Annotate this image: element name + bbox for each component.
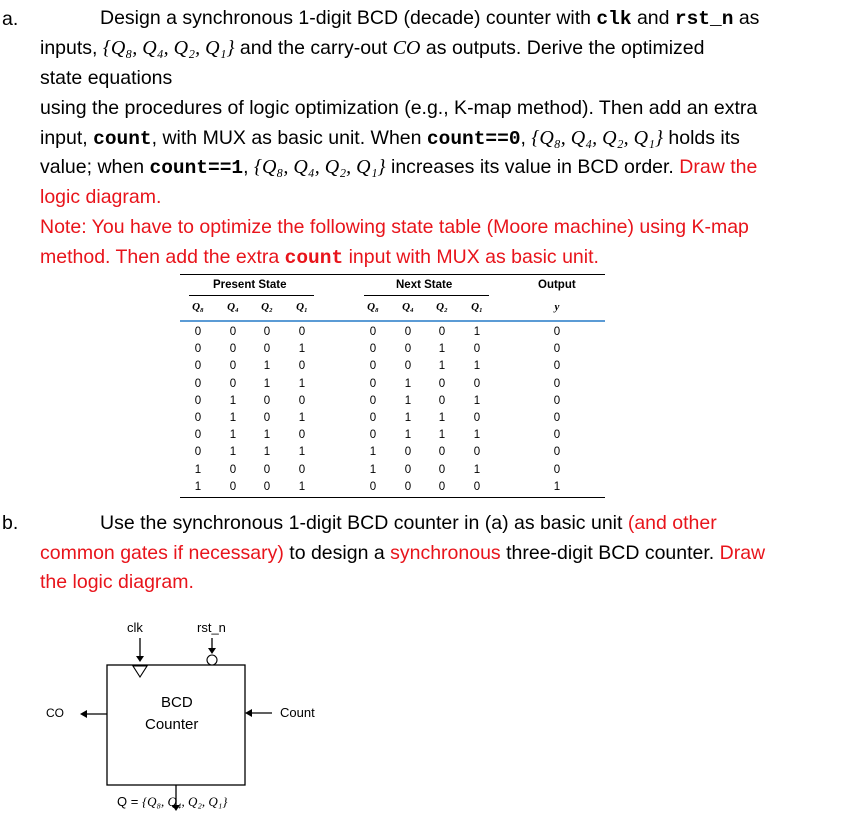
present-cell: 1 xyxy=(229,429,237,442)
present-cell: 1 xyxy=(229,446,237,459)
next-cell: 1 xyxy=(473,429,481,442)
text: input with MUX as basic unit. xyxy=(343,246,599,268)
next-cell: 1 xyxy=(473,326,481,338)
next-cell: 0 xyxy=(438,463,446,476)
next-cell: 0 xyxy=(369,326,377,338)
text: inputs, xyxy=(40,37,103,59)
next-col-header: Q₄ xyxy=(402,301,414,313)
next-cell: 0 xyxy=(473,446,481,459)
present-cell: 1 xyxy=(263,360,271,373)
part-a-line-7: logic diagram. xyxy=(40,186,162,208)
present-cell: 1 xyxy=(263,429,271,442)
next-cell: 0 xyxy=(438,377,446,390)
text: Design a synchronous 1-digit BCD (decade) counter with xyxy=(100,7,597,29)
output-cell: 0 xyxy=(553,394,561,407)
present-cell: 0 xyxy=(263,463,271,476)
next-cell: 1 xyxy=(404,377,412,390)
count-arrowhead xyxy=(245,709,252,717)
present-col-header: Q₈ xyxy=(192,301,204,313)
state-set: {Q₈, Q₄, Q₂, Q₁} xyxy=(253,156,386,178)
next-cell: 1 xyxy=(438,360,446,373)
present-cell: 0 xyxy=(194,394,202,407)
next-col-header: Q₈ xyxy=(367,301,379,313)
part-a-line-4: using the procedures of logic optimization (e.g., K-map method). Then add an extra xyxy=(40,97,758,119)
present-cell: 0 xyxy=(229,343,237,356)
output-cell: 0 xyxy=(553,412,561,424)
next-col-header: Q₁ xyxy=(471,301,483,313)
note-line-1: Note: You have to optimize the following state table (Moore machine) using K-map xyxy=(40,216,749,238)
count-code: count xyxy=(284,247,344,269)
present-cell: 1 xyxy=(298,480,306,493)
present-cell: 1 xyxy=(263,446,271,459)
next-cell: 1 xyxy=(473,394,481,407)
red-instruction: (and other xyxy=(627,512,717,534)
next-cell: 1 xyxy=(369,463,377,476)
output-cell: 0 xyxy=(553,343,561,356)
output-cell: 0 xyxy=(553,463,561,476)
next-state-header: Next State xyxy=(396,279,453,291)
next-cell: 1 xyxy=(438,412,446,424)
present-cell: 0 xyxy=(298,326,306,338)
present-cell: 0 xyxy=(194,446,202,459)
next-cell: 1 xyxy=(438,343,446,356)
count-code: count xyxy=(93,128,152,150)
present-cell: 0 xyxy=(194,326,202,338)
count-eq-0-code: count==0 xyxy=(426,128,521,150)
present-cell: 1 xyxy=(194,463,202,476)
count-eq-1-code: count==1 xyxy=(149,157,244,179)
present-cell: 0 xyxy=(194,429,202,442)
text: three-digit BCD counter. xyxy=(500,542,720,564)
next-cell: 0 xyxy=(369,394,377,407)
co-math: CO xyxy=(392,37,421,59)
next-cell: 0 xyxy=(473,412,481,424)
present-cell: 0 xyxy=(194,412,202,424)
present-cell: 1 xyxy=(194,480,202,493)
present-cell: 1 xyxy=(229,394,237,407)
part-a-marker: a. xyxy=(2,8,19,30)
next-cell: 0 xyxy=(404,463,412,476)
next-cell: 0 xyxy=(369,360,377,373)
next-cell: 0 xyxy=(369,377,377,390)
output-cell: 0 xyxy=(553,429,561,442)
red-instruction: Draw xyxy=(719,542,766,564)
next-cell: 1 xyxy=(473,360,481,373)
present-cell: 0 xyxy=(298,394,306,407)
next-cell: 0 xyxy=(369,343,377,356)
output-cell: 0 xyxy=(553,446,561,459)
text: as outputs. Derive the optimized xyxy=(420,37,705,59)
block-title-line-1: BCD xyxy=(161,694,193,711)
present-state-header: Present State xyxy=(213,279,287,291)
next-cell: 0 xyxy=(404,343,412,356)
present-cell: 1 xyxy=(229,412,237,424)
text: and the carry-out xyxy=(234,37,393,59)
next-col-header: Q₂ xyxy=(436,301,448,313)
next-cell: 1 xyxy=(369,446,377,459)
next-cell: 0 xyxy=(369,480,377,493)
present-cell: 1 xyxy=(263,377,271,390)
present-cell: 0 xyxy=(229,377,237,390)
next-cell: 0 xyxy=(404,446,412,459)
next-cell: 0 xyxy=(369,429,377,442)
text: increases its value in BCD order. xyxy=(385,156,680,178)
present-cell: 0 xyxy=(263,394,271,407)
next-cell: 1 xyxy=(404,394,412,407)
next-cell: 0 xyxy=(438,480,446,493)
clock-triangle-icon xyxy=(133,666,147,677)
co-label: CO xyxy=(46,706,64,720)
inversion-bubble-icon xyxy=(207,655,217,665)
part-b-line-3: the logic diagram. xyxy=(40,571,194,593)
output-cell: 0 xyxy=(553,326,561,338)
next-cell: 0 xyxy=(369,412,377,424)
present-cell: 0 xyxy=(263,480,271,493)
clk-label: clk xyxy=(127,620,143,635)
output-cell: 0 xyxy=(553,360,561,373)
rst-arrowhead xyxy=(208,648,216,654)
present-cell: 0 xyxy=(298,463,306,476)
present-col-header: Q₂ xyxy=(261,301,273,313)
text: and xyxy=(631,7,675,29)
q-set: {Q₈, Q₄, Q₂, Q₁} xyxy=(141,794,228,809)
next-cell: 1 xyxy=(404,429,412,442)
red-instruction: synchronous xyxy=(390,542,501,564)
clk-arrowhead xyxy=(136,656,144,662)
text: as xyxy=(733,7,760,29)
block-title-line-2: Counter xyxy=(145,716,199,733)
output-cell: 1 xyxy=(553,480,561,493)
present-cell: 1 xyxy=(298,412,306,424)
rst-code: rst_n xyxy=(674,8,734,30)
present-col-header: Q₁ xyxy=(296,301,308,313)
output-cell: 0 xyxy=(553,377,561,390)
next-cell: 1 xyxy=(404,412,412,424)
present-cell: 1 xyxy=(298,343,306,356)
present-cell: 0 xyxy=(298,360,306,373)
text: method. Then add the extra xyxy=(40,246,285,268)
text: input, xyxy=(40,127,94,149)
text: holds its xyxy=(662,127,740,149)
text: Q = xyxy=(117,794,142,809)
present-cell: 0 xyxy=(298,429,306,442)
present-cell: 0 xyxy=(263,326,271,338)
next-cell: 0 xyxy=(404,326,412,338)
next-cell: 0 xyxy=(404,360,412,373)
present-cell: 0 xyxy=(194,360,202,373)
state-set: {Q₈, Q₄, Q₂, Q₁} xyxy=(531,127,663,149)
rst-n-label: rst_n xyxy=(197,620,226,635)
present-cell: 0 xyxy=(229,480,237,493)
q-label xyxy=(117,794,227,810)
next-cell: 0 xyxy=(438,326,446,338)
present-col-header: Q₄ xyxy=(227,301,239,313)
present-cell: 0 xyxy=(194,377,202,390)
next-cell: 0 xyxy=(473,343,481,356)
next-cell: 0 xyxy=(473,480,481,493)
text: value; when xyxy=(40,156,150,178)
next-cell: 1 xyxy=(473,463,481,476)
output-header: Output xyxy=(538,279,576,291)
count-label: Count xyxy=(280,705,315,720)
present-cell: 1 xyxy=(298,446,306,459)
present-cell: 0 xyxy=(263,412,271,424)
present-cell: 0 xyxy=(229,326,237,338)
next-cell: 0 xyxy=(473,377,481,390)
red-instruction: common gates if necessary) xyxy=(40,542,284,564)
next-cell: 0 xyxy=(438,446,446,459)
present-cell: 1 xyxy=(298,377,306,390)
co-arrowhead xyxy=(80,710,87,718)
part-a-line-3: state equations xyxy=(40,67,173,89)
text: , xyxy=(243,156,254,178)
next-cell: 0 xyxy=(404,480,412,493)
text: Use the synchronous 1-digit BCD counter in (a) as basic unit xyxy=(100,512,628,534)
present-cell: 0 xyxy=(194,343,202,356)
state-set: {Q₈, Q₄, Q₂, Q₁} xyxy=(102,37,235,59)
next-cell: 1 xyxy=(438,429,446,442)
clk-code: clk xyxy=(596,8,632,30)
next-cell: 0 xyxy=(438,394,446,407)
red-instruction: Draw the xyxy=(679,156,758,178)
part-b-marker: b. xyxy=(2,512,19,534)
text: , xyxy=(520,127,532,149)
present-cell: 0 xyxy=(229,463,237,476)
text: to design a xyxy=(283,542,391,564)
output-col-header: y xyxy=(554,301,560,313)
present-cell: 0 xyxy=(229,360,237,373)
text: , with MUX as basic unit. When xyxy=(151,127,427,149)
present-cell: 0 xyxy=(263,343,271,356)
